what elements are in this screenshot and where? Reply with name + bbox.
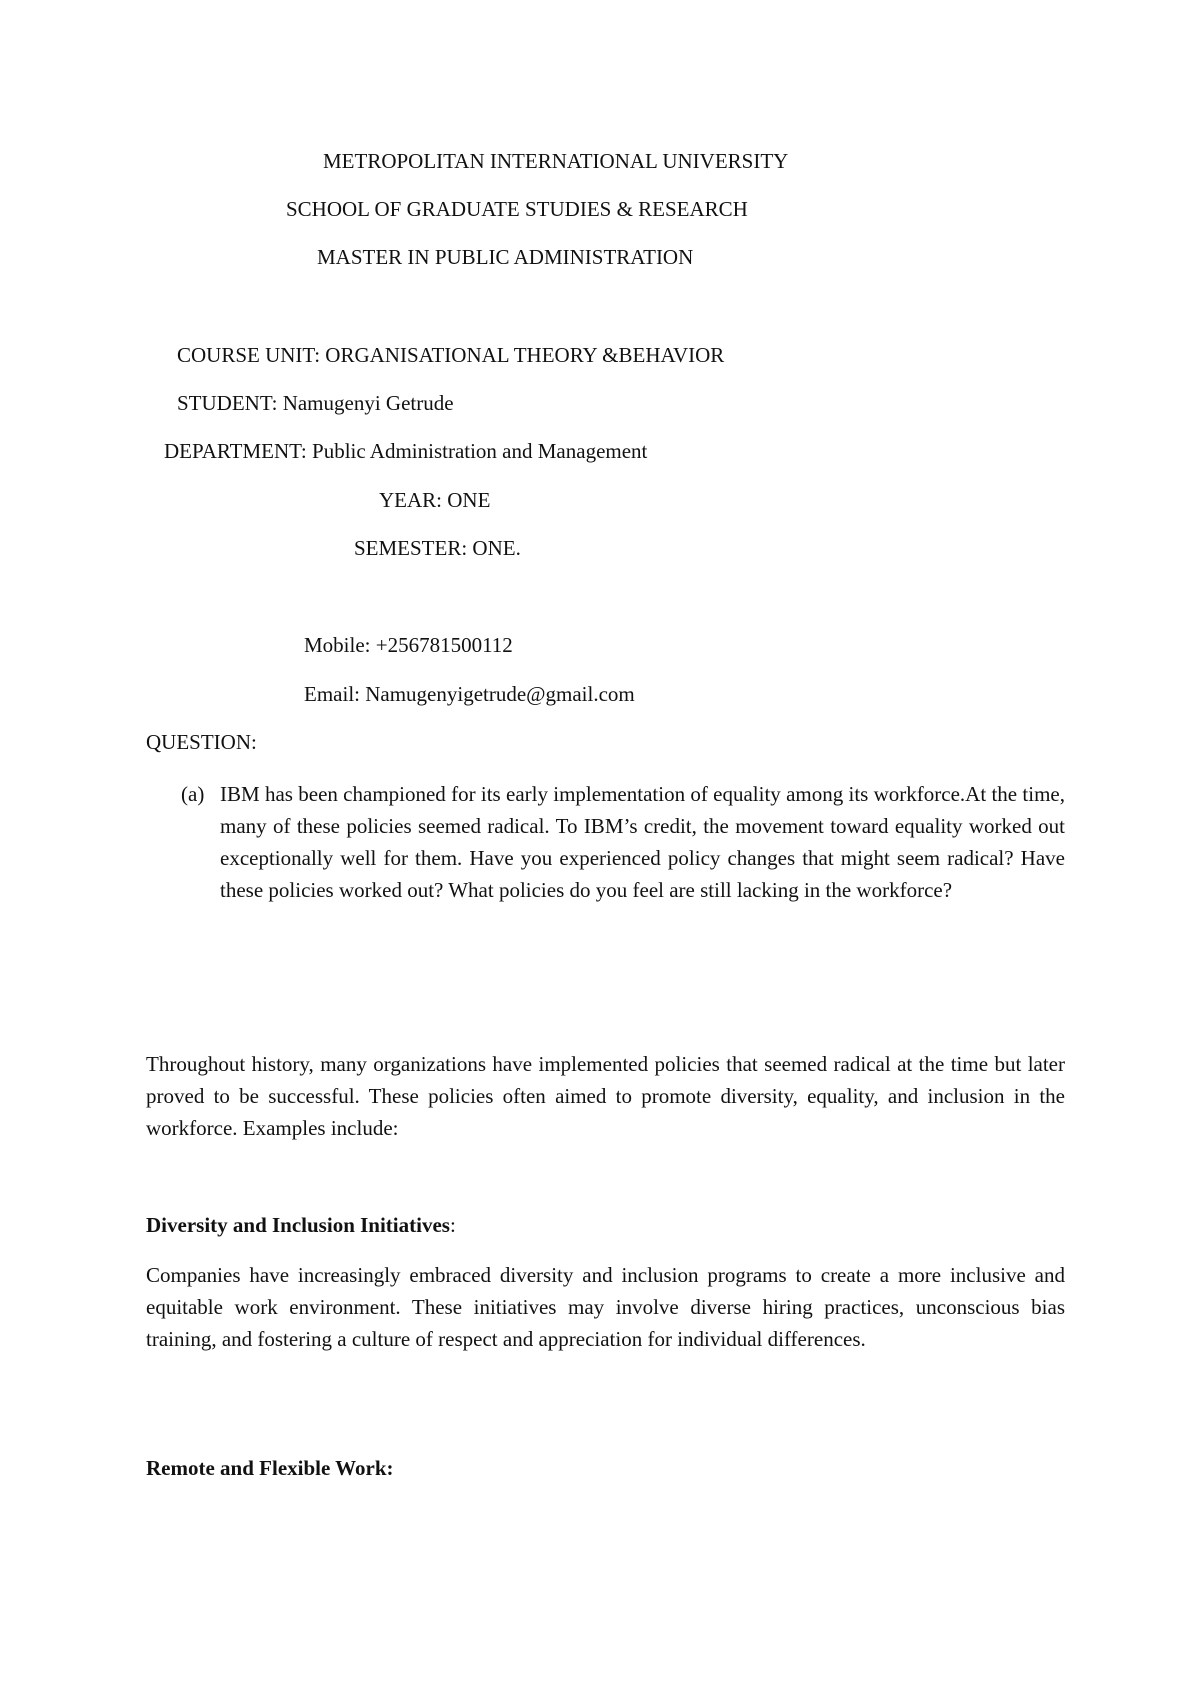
- university-title: METROPOLITAN INTERNATIONAL UNIVERSITY: [323, 149, 789, 173]
- course-unit: COURSE UNIT: ORGANISATIONAL THEORY &BEHAVIOR: [177, 343, 725, 367]
- department: DEPARTMENT: Public Administration and Management: [164, 439, 648, 463]
- section-heading-diversity: [146, 1212, 456, 1238]
- email: Email: Namugenyigetrude@gmail.com: [304, 682, 635, 706]
- question-label: (a): [181, 782, 205, 806]
- semester: SEMESTER: ONE.: [354, 536, 521, 560]
- section-heading-colon: :: [449, 1213, 456, 1237]
- diversity-paragraph: Companies have increasingly embraced diversity and inclusion programs to create a more inclusive and equitable work environment. These initiatives may involve diverse hiring practices, unconscious bias training, and fostering a culture of respect and appreciation for individual differences.: [146, 1263, 1065, 1351]
- intro-paragraph: Throughout history, many organizations have implemented policies that seemed radical at the time but later proved to be successful. These policies often aimed to promote diversity, equality, and inclusion in the workforce. Examples include:: [146, 1052, 1065, 1140]
- question-heading: QUESTION:: [146, 730, 257, 754]
- section-heading-diversity-text: Diversity and Inclusion Initiatives: [146, 1213, 450, 1237]
- program-title: MASTER IN PUBLIC ADMINISTRATION: [317, 245, 694, 269]
- student-name: STUDENT: Namugenyi Getrude: [177, 391, 454, 415]
- year: YEAR: ONE: [379, 488, 491, 512]
- question-text: IBM has been championed for its early implementation of equality among its workforce.At the time, many of these policies seemed radical. To IBM’s credit, the movement toward equality worked out exceptionally well for them. Have you experienced policy changes that might seem radical? Have these policies worked out? What policies do you feel are still lacking in the workforce?: [220, 782, 1065, 902]
- section-heading-remote: Remote and Flexible Work:: [146, 1456, 394, 1480]
- mobile: Mobile: +256781500112: [304, 633, 513, 657]
- school-title: SCHOOL OF GRADUATE STUDIES & RESEARCH: [286, 197, 748, 221]
